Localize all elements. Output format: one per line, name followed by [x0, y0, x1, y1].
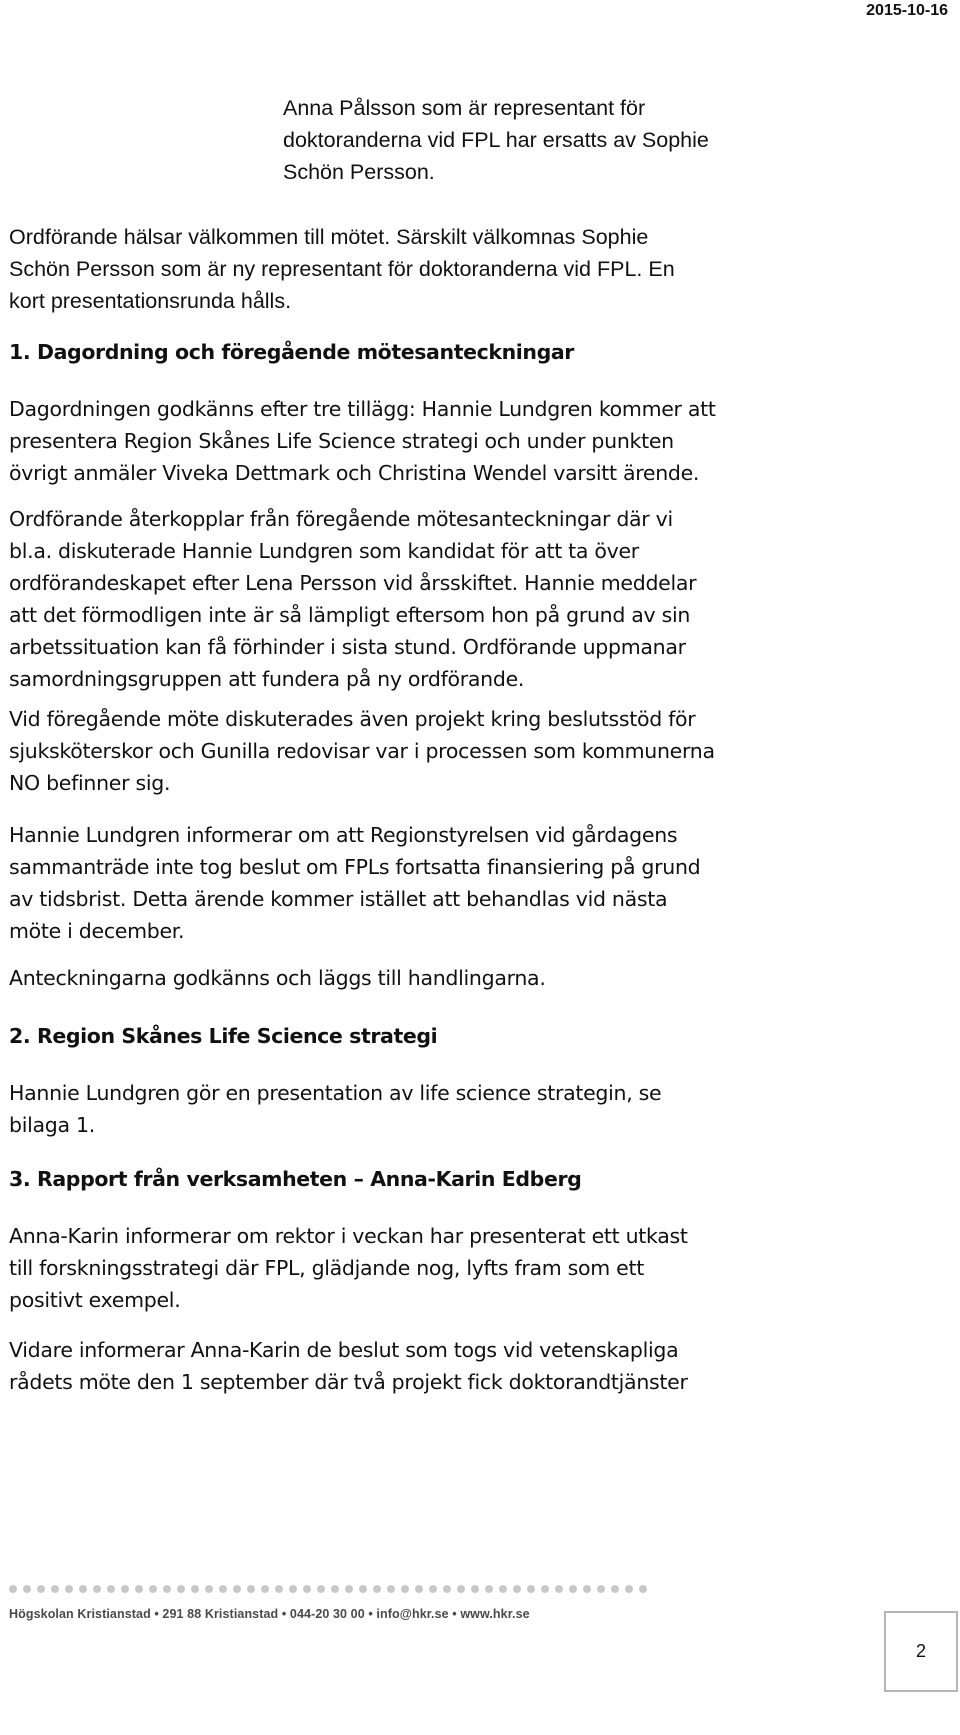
representative-note: [283, 92, 943, 188]
text-line: att det förmodligen inte är så lämpligt eftersom hon på grund av sin: [9, 603, 691, 627]
page-date: 2015-10-16: [866, 2, 948, 19]
divider-dot: [457, 1585, 465, 1593]
divider-dot: [65, 1585, 73, 1593]
divider-dot: [443, 1585, 451, 1593]
text-line: Anna Pålsson som är representant för: [283, 96, 646, 120]
divider-dot: [485, 1585, 493, 1593]
divider-dot: [149, 1585, 157, 1593]
footer-dot-divider: [9, 1585, 647, 1593]
text-line: Vidare informerar Anna-Karin de beslut som togs vid vetenskapliga: [9, 1338, 679, 1362]
divider-dot: [219, 1585, 227, 1593]
divider-dot: [303, 1585, 311, 1593]
text-line: positivt exempel.: [9, 1288, 181, 1312]
text-line: Vid föregående möte diskuterades även projekt kring beslutsstöd för: [9, 707, 696, 731]
text-line: av tidsbrist. Detta ärende kommer istället att behandlas vid nästa: [9, 887, 668, 911]
text-line: kort presentationsrunda hålls.: [9, 289, 292, 313]
divider-dot: [289, 1585, 297, 1593]
divider-dot: [513, 1585, 521, 1593]
divider-dot: [275, 1585, 283, 1593]
divider-dot: [387, 1585, 395, 1593]
divider-dot: [597, 1585, 605, 1593]
divider-dot: [555, 1585, 563, 1593]
text-line: Hannie Lundgren informerar om att Regionstyrelsen vid gårdagens: [9, 823, 678, 847]
text-line: Anteckningarna godkänns och läggs till handlingarna.: [9, 966, 546, 990]
section-2-heading: 2. Region Skånes Life Science strategi: [9, 1024, 438, 1048]
text-line: sammanträde inte tog beslut om FPLs fortsatta finansiering på grund: [9, 855, 701, 879]
divider-dot: [471, 1585, 479, 1593]
divider-dot: [373, 1585, 381, 1593]
divider-dot: [23, 1585, 31, 1593]
divider-dot: [499, 1585, 507, 1593]
text-line: till forskningsstrategi där FPL, glädjande nog, lyfts fram som ett: [9, 1256, 644, 1280]
divider-dot: [233, 1585, 241, 1593]
scientific-council-paragraph: [9, 1334, 939, 1398]
text-line: doktoranderna vid FPL har ersatts av Sophie: [283, 128, 709, 152]
divider-dot: [359, 1585, 367, 1593]
text-line: Ordförande hälsar välkommen till mötet. Särskilt välkomnas Sophie: [9, 225, 649, 249]
text-line: bilaga 1.: [9, 1113, 95, 1137]
divider-dot: [625, 1585, 633, 1593]
divider-dot: [639, 1585, 647, 1593]
page-number-box: [884, 1611, 958, 1692]
divider-dot: [107, 1585, 115, 1593]
divider-dot: [331, 1585, 339, 1593]
text-line: ordförandeskapet efter Lena Persson vid årsskiftet. Hannie meddelar: [9, 571, 697, 595]
divider-dot: [121, 1585, 129, 1593]
text-line: bl.a. diskuterade Hannie Lundgren som kandidat för att ta över: [9, 539, 639, 563]
funding-paragraph: [9, 819, 939, 947]
text-line: Anna-Karin informerar om rektor i veckan har presenterat ett utkast: [9, 1224, 688, 1248]
divider-dot: [9, 1585, 17, 1593]
text-line: presentera Region Skånes Life Science strategi och under punkten: [9, 429, 674, 453]
text-line: Schön Persson.: [283, 160, 435, 184]
divider-dot: [611, 1585, 619, 1593]
divider-dot: [135, 1585, 143, 1593]
text-line: övrigt anmäler Viveka Dettmark och Christina Wendel varsitt ärende.: [9, 461, 700, 485]
divider-dot: [205, 1585, 213, 1593]
divider-dot: [37, 1585, 45, 1593]
approval-paragraph: [9, 962, 939, 994]
divider-dot: [191, 1585, 199, 1593]
welcome-paragraph: [9, 221, 939, 317]
decision-support-paragraph: [9, 703, 939, 799]
text-line: Ordförande återkopplar från föregående mötesanteckningar där vi: [9, 507, 673, 531]
life-science-paragraph: [9, 1077, 939, 1141]
divider-dot: [93, 1585, 101, 1593]
text-line: samordningsgruppen att fundera på ny ordförande.: [9, 667, 525, 691]
research-strategy-paragraph: [9, 1220, 939, 1316]
divider-dot: [583, 1585, 591, 1593]
divider-dot: [527, 1585, 535, 1593]
chair-followup-paragraph: [9, 503, 939, 695]
divider-dot: [541, 1585, 549, 1593]
divider-dot: [345, 1585, 353, 1593]
section-3-heading: 3. Rapport från verksamheten – Anna-Karin Edberg: [9, 1167, 582, 1191]
page-number: 2: [915, 1641, 926, 1661]
text-line: Hannie Lundgren gör en presentation av life science strategin, se: [9, 1081, 662, 1105]
text-line: sjuksköterskor och Gunilla redovisar var i processen som kommunerna: [9, 739, 715, 763]
text-line: Dagordningen godkänns efter tre tillägg: Hannie Lundgren kommer att: [9, 397, 716, 421]
text-line: NO befinner sig.: [9, 771, 171, 795]
divider-dot: [261, 1585, 269, 1593]
text-line: rådets möte den 1 september där två projekt fick doktorandtjänster: [9, 1370, 688, 1394]
text-line: möte i december.: [9, 919, 185, 943]
divider-dot: [247, 1585, 255, 1593]
divider-dot: [163, 1585, 171, 1593]
divider-dot: [429, 1585, 437, 1593]
text-line: Schön Persson som är ny representant för doktoranderna vid FPL. En: [9, 257, 675, 281]
divider-dot: [317, 1585, 325, 1593]
footer-address: Högskolan Kristianstad • 291 88 Kristianstad • 044-20 30 00 • info@hkr.se • www.hkr.se: [9, 1607, 530, 1621]
divider-dot: [51, 1585, 59, 1593]
divider-dot: [401, 1585, 409, 1593]
divider-dot: [177, 1585, 185, 1593]
section-1-heading: 1. Dagordning och föregående mötesanteckningar: [9, 340, 575, 364]
divider-dot: [415, 1585, 423, 1593]
divider-dot: [79, 1585, 87, 1593]
text-line: arbetssituation kan få förhinder i sista stund. Ordförande uppmanar: [9, 635, 686, 659]
divider-dot: [569, 1585, 577, 1593]
agenda-paragraph: [9, 393, 939, 489]
